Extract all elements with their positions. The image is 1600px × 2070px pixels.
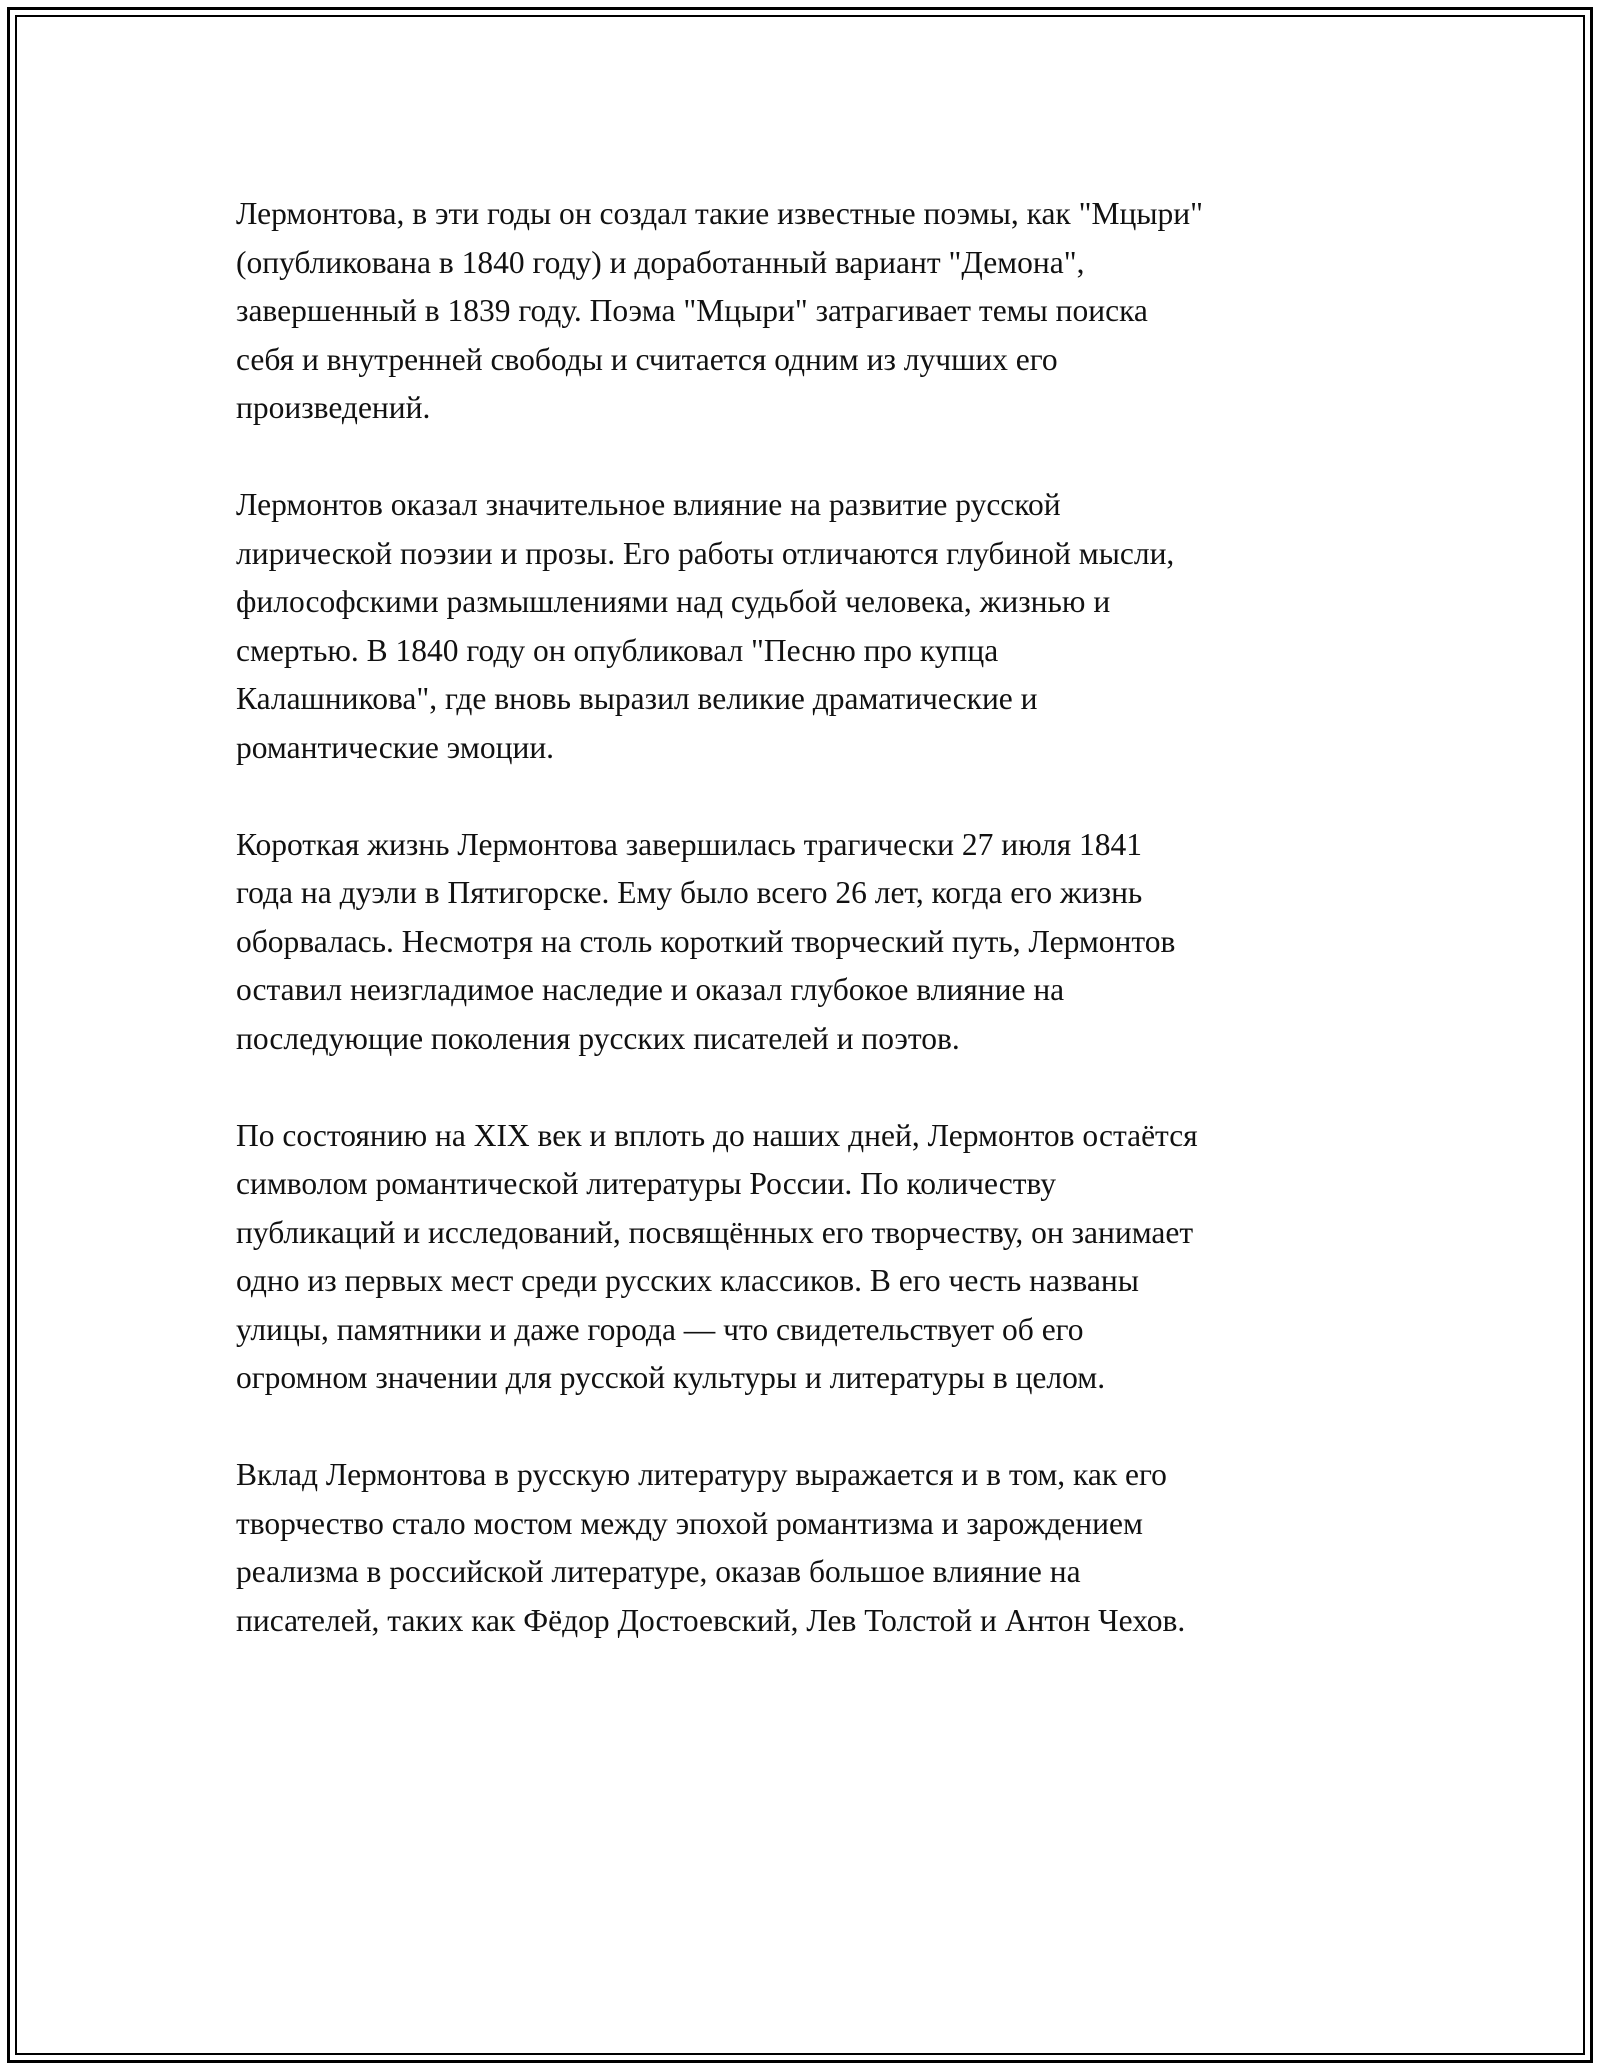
paragraph (236, 821, 1376, 1064)
text-line: Лермонтова, в эти годы он создал такие известные поэмы, как "Мцыри" (236, 196, 1203, 231)
text-line: оставил неизгладимое наследие и оказал глубокое влияние на (236, 972, 1065, 1007)
text-line: лирической поэзии и прозы. Его работы отличаются глубиной мысли, (236, 535, 1175, 571)
text-line: Калашникова", где вновь выразил великие драматические и (236, 681, 1038, 716)
paragraph (236, 190, 1376, 433)
text-line: Лермонтов оказал значительное влияние на развитие русской (236, 487, 1061, 522)
text-line: символом романтической литературы России. По количеству (236, 1166, 1057, 1201)
text-line: философскими размышлениями над судьбой человека, жизнью и (236, 584, 1111, 619)
text-line: оборвалась. Несмотря на столь короткий творческий путь, Лермонтов (236, 923, 1176, 959)
text-line: романтические эмоции. (236, 729, 555, 765)
text-line: года на дуэли в Пятигорске. Ему было всего 26 лет, когда его жизнь (236, 875, 1143, 910)
paragraph (236, 1451, 1376, 1645)
text-line: себя и внутренней свободы и считается одним из лучших его (236, 341, 1058, 377)
text-line: улицы, памятники и даже города — что свидетельствует об его (236, 1311, 1084, 1347)
text-line: смертью. В 1840 году он опубликовал "Песню про купца (236, 632, 999, 668)
text-line: (опубликована в 1840 году) и доработанный вариант "Демона", (236, 244, 1085, 280)
text-line: Вклад Лермонтова в русскую литературу выражается и в том, как его (236, 1457, 1167, 1492)
text-line: По состоянию на XIX век и вплоть до наших дней, Лермонтов остаётся (236, 1117, 1198, 1153)
paragraph (236, 481, 1376, 772)
text-line: завершенный в 1839 году. Поэма "Мцыри" затрагивает темы поиска (236, 293, 1148, 328)
text-line: одно из первых мест среди русских классиков. В его честь названы (236, 1263, 1139, 1298)
document-body (236, 190, 1376, 1694)
text-line: писателей, таких как Фёдор Достоевский, Лев Толстой и Антон Чехов. (236, 1602, 1186, 1638)
text-line: огромном значении для русской культуры и литературы в целом. (236, 1360, 1106, 1395)
text-line: творчество стало мостом между эпохой романтизма и зарождением (236, 1505, 1143, 1541)
text-line: произведений. (236, 390, 431, 425)
text-line: последующие поколения русских писателей и поэтов. (236, 1020, 960, 1056)
text-line: реализма в российской литературе, оказав большое влияние на (236, 1554, 1081, 1589)
paragraph (236, 1112, 1376, 1403)
text-line: Короткая жизнь Лермонтова завершилась трагически 27 июля 1841 (236, 826, 1142, 862)
text-line: публикаций и исследований, посвящённых его творчеству, он занимает (236, 1214, 1194, 1250)
